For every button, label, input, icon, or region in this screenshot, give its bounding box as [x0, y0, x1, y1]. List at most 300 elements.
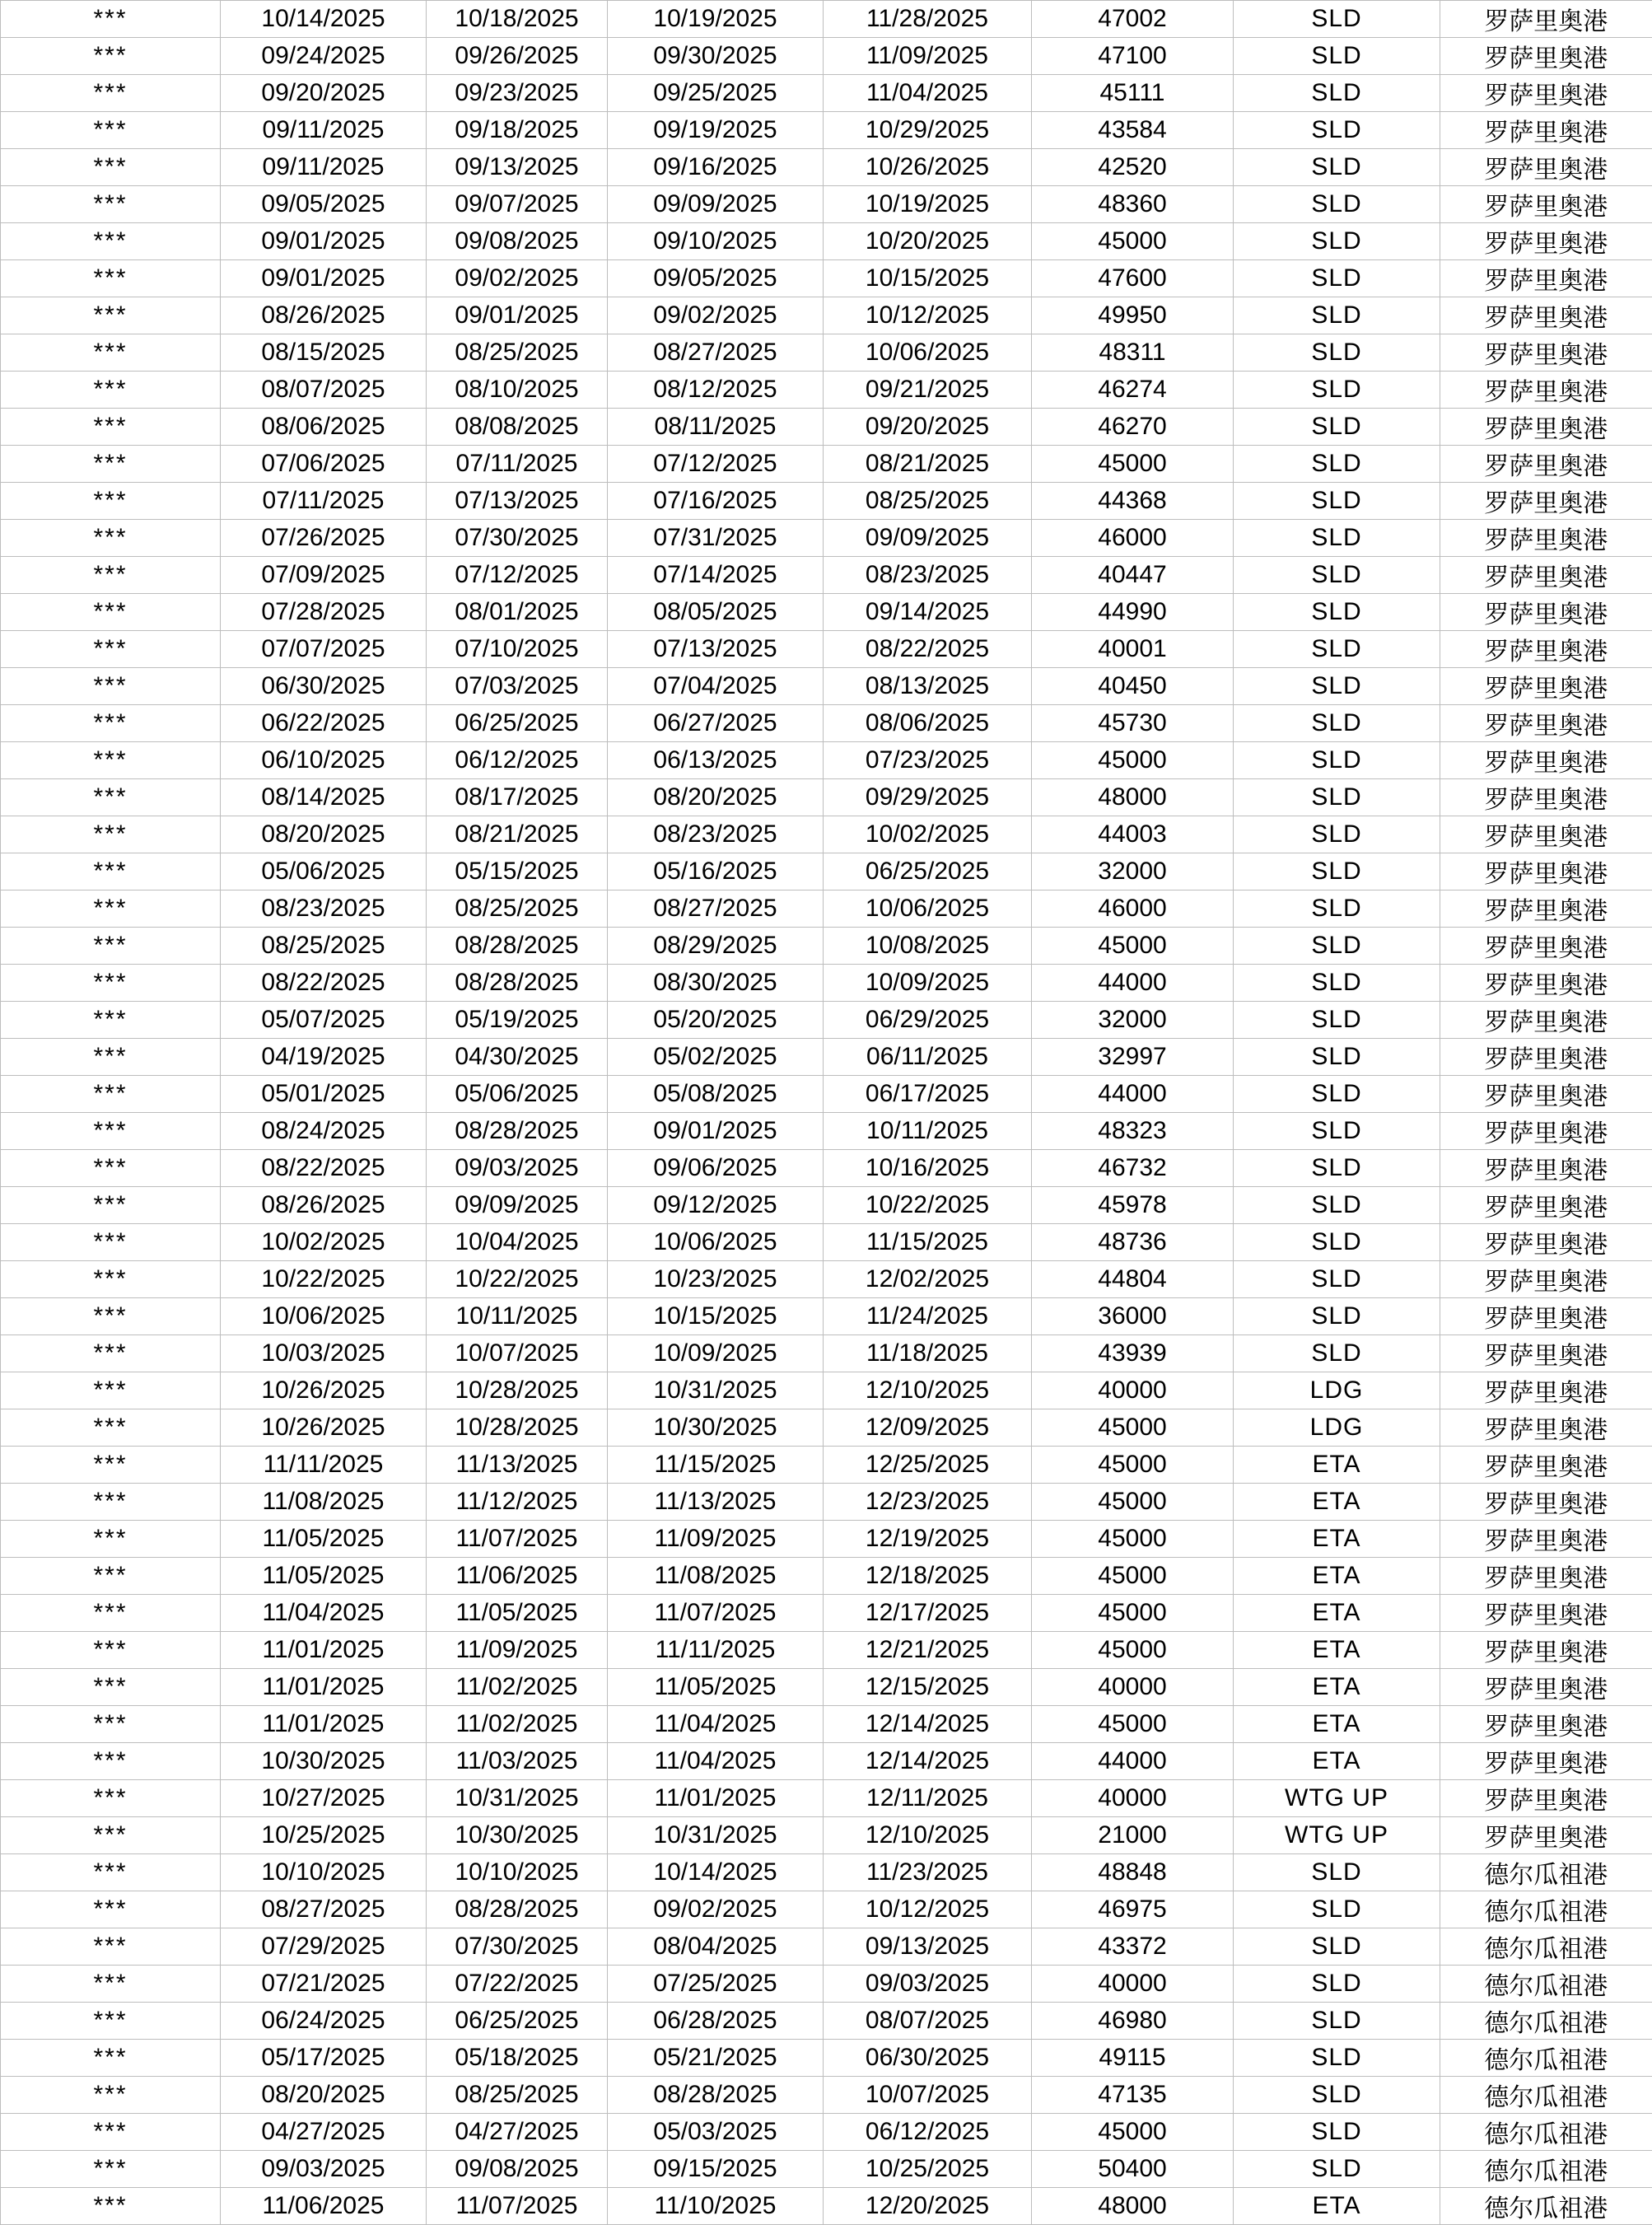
cell-date-2[interactable]: 10/28/2025: [427, 1372, 608, 1409]
cell-date-3[interactable]: 11/07/2025: [608, 1595, 824, 1632]
cell-date-3[interactable]: 10/30/2025: [608, 1409, 824, 1447]
cell-status[interactable]: SLD: [1234, 890, 1440, 928]
cell-date-4[interactable]: 08/07/2025: [824, 2003, 1032, 2040]
cell-date-1[interactable]: 06/30/2025: [221, 668, 427, 705]
cell-date-4[interactable]: 06/25/2025: [824, 853, 1032, 890]
cell-date-4[interactable]: 12/19/2025: [824, 1521, 1032, 1558]
cell-date-4[interactable]: 10/08/2025: [824, 928, 1032, 965]
cell-quantity[interactable]: 47600: [1032, 260, 1234, 297]
cell-date-1[interactable]: 09/24/2025: [221, 38, 427, 75]
cell-date-2[interactable]: 10/30/2025: [427, 1817, 608, 1854]
cell-date-3[interactable]: 09/06/2025: [608, 1150, 824, 1187]
cell-port[interactable]: 罗萨里奥港: [1440, 1558, 1652, 1595]
cell-date-3[interactable]: 08/28/2025: [608, 2077, 824, 2114]
cell-date-2[interactable]: 10/28/2025: [427, 1409, 608, 1447]
cell-quantity[interactable]: 47002: [1032, 1, 1234, 38]
cell-date-2[interactable]: 09/09/2025: [427, 1187, 608, 1224]
cell-date-1[interactable]: 05/07/2025: [221, 1002, 427, 1039]
cell-masked[interactable]: ***: [1, 2040, 221, 2077]
cell-port[interactable]: 德尔瓜祖港: [1440, 2151, 1652, 2188]
cell-masked[interactable]: ***: [1, 1, 221, 38]
cell-masked[interactable]: ***: [1, 409, 221, 446]
cell-date-1[interactable]: 07/21/2025: [221, 1966, 427, 2003]
cell-date-2[interactable]: 11/06/2025: [427, 1558, 608, 1595]
cell-date-2[interactable]: 07/30/2025: [427, 520, 608, 557]
cell-date-3[interactable]: 11/01/2025: [608, 1780, 824, 1817]
cell-quantity[interactable]: 40000: [1032, 1780, 1234, 1817]
cell-quantity[interactable]: 44804: [1032, 1261, 1234, 1298]
cell-date-1[interactable]: 07/29/2025: [221, 1928, 427, 1966]
cell-masked[interactable]: ***: [1, 1484, 221, 1521]
cell-masked[interactable]: ***: [1, 1372, 221, 1409]
cell-status[interactable]: SLD: [1234, 1891, 1440, 1928]
cell-port[interactable]: 德尔瓜祖港: [1440, 2077, 1652, 2114]
cell-status[interactable]: SLD: [1234, 1076, 1440, 1113]
cell-port[interactable]: 罗萨里奥港: [1440, 38, 1652, 75]
cell-date-1[interactable]: 11/04/2025: [221, 1595, 427, 1632]
cell-masked[interactable]: ***: [1, 779, 221, 816]
cell-masked[interactable]: ***: [1, 557, 221, 594]
cell-date-2[interactable]: 08/25/2025: [427, 2077, 608, 2114]
cell-status[interactable]: ETA: [1234, 1669, 1440, 1706]
cell-date-4[interactable]: 06/30/2025: [824, 2040, 1032, 2077]
cell-date-2[interactable]: 05/06/2025: [427, 1076, 608, 1113]
cell-quantity[interactable]: 40450: [1032, 668, 1234, 705]
cell-masked[interactable]: ***: [1, 2003, 221, 2040]
cell-status[interactable]: SLD: [1234, 1854, 1440, 1891]
cell-date-3[interactable]: 09/02/2025: [608, 1891, 824, 1928]
cell-masked[interactable]: ***: [1, 1854, 221, 1891]
cell-date-1[interactable]: 08/20/2025: [221, 2077, 427, 2114]
cell-port[interactable]: 罗萨里奥港: [1440, 668, 1652, 705]
cell-port[interactable]: 罗萨里奥港: [1440, 816, 1652, 853]
cell-status[interactable]: SLD: [1234, 2040, 1440, 2077]
cell-status[interactable]: SLD: [1234, 594, 1440, 631]
cell-quantity[interactable]: 40000: [1032, 1669, 1234, 1706]
cell-quantity[interactable]: 43372: [1032, 1928, 1234, 1966]
cell-quantity[interactable]: 48323: [1032, 1113, 1234, 1150]
cell-quantity[interactable]: 44990: [1032, 594, 1234, 631]
cell-masked[interactable]: ***: [1, 1632, 221, 1669]
cell-quantity[interactable]: 50400: [1032, 2151, 1234, 2188]
cell-masked[interactable]: ***: [1, 816, 221, 853]
cell-date-3[interactable]: 11/10/2025: [608, 2188, 824, 2225]
cell-date-4[interactable]: 10/15/2025: [824, 260, 1032, 297]
cell-date-2[interactable]: 10/11/2025: [427, 1298, 608, 1335]
cell-date-3[interactable]: 09/25/2025: [608, 75, 824, 112]
cell-status[interactable]: SLD: [1234, 1150, 1440, 1187]
cell-date-2[interactable]: 08/08/2025: [427, 409, 608, 446]
cell-date-3[interactable]: 05/08/2025: [608, 1076, 824, 1113]
cell-date-1[interactable]: 10/25/2025: [221, 1817, 427, 1854]
cell-port[interactable]: 罗萨里奥港: [1440, 409, 1652, 446]
cell-status[interactable]: ETA: [1234, 1447, 1440, 1484]
cell-status[interactable]: SLD: [1234, 186, 1440, 223]
cell-port[interactable]: 罗萨里奥港: [1440, 742, 1652, 779]
cell-date-2[interactable]: 08/28/2025: [427, 1113, 608, 1150]
cell-date-4[interactable]: 12/09/2025: [824, 1409, 1032, 1447]
cell-port[interactable]: 罗萨里奥港: [1440, 1447, 1652, 1484]
cell-date-2[interactable]: 11/07/2025: [427, 2188, 608, 2225]
cell-port[interactable]: 罗萨里奥港: [1440, 1409, 1652, 1447]
cell-status[interactable]: SLD: [1234, 1298, 1440, 1335]
cell-masked[interactable]: ***: [1, 1298, 221, 1335]
cell-masked[interactable]: ***: [1, 928, 221, 965]
cell-port[interactable]: 德尔瓜祖港: [1440, 1966, 1652, 2003]
cell-port[interactable]: 德尔瓜祖港: [1440, 1891, 1652, 1928]
cell-date-4[interactable]: 11/09/2025: [824, 38, 1032, 75]
cell-date-1[interactable]: 10/26/2025: [221, 1409, 427, 1447]
cell-status[interactable]: SLD: [1234, 557, 1440, 594]
cell-port[interactable]: 罗萨里奥港: [1440, 1076, 1652, 1113]
cell-port[interactable]: 罗萨里奥港: [1440, 705, 1652, 742]
cell-date-3[interactable]: 06/28/2025: [608, 2003, 824, 2040]
cell-date-4[interactable]: 12/10/2025: [824, 1372, 1032, 1409]
cell-quantity[interactable]: 49115: [1032, 2040, 1234, 2077]
cell-masked[interactable]: ***: [1, 742, 221, 779]
cell-date-2[interactable]: 10/07/2025: [427, 1335, 608, 1372]
cell-date-4[interactable]: 10/16/2025: [824, 1150, 1032, 1187]
cell-date-4[interactable]: 10/12/2025: [824, 297, 1032, 334]
cell-port[interactable]: 罗萨里奥港: [1440, 853, 1652, 890]
cell-date-4[interactable]: 10/19/2025: [824, 186, 1032, 223]
cell-quantity[interactable]: 44000: [1032, 1743, 1234, 1780]
cell-date-1[interactable]: 07/11/2025: [221, 483, 427, 520]
cell-masked[interactable]: ***: [1, 1447, 221, 1484]
cell-date-2[interactable]: 09/07/2025: [427, 186, 608, 223]
cell-date-4[interactable]: 12/15/2025: [824, 1669, 1032, 1706]
cell-date-1[interactable]: 04/19/2025: [221, 1039, 427, 1076]
cell-date-4[interactable]: 06/29/2025: [824, 1002, 1032, 1039]
cell-status[interactable]: SLD: [1234, 853, 1440, 890]
cell-date-2[interactable]: 10/10/2025: [427, 1854, 608, 1891]
cell-date-3[interactable]: 07/12/2025: [608, 446, 824, 483]
cell-date-2[interactable]: 10/18/2025: [427, 1, 608, 38]
cell-masked[interactable]: ***: [1, 1780, 221, 1817]
cell-date-3[interactable]: 05/21/2025: [608, 2040, 824, 2077]
cell-status[interactable]: SLD: [1234, 2114, 1440, 2151]
cell-date-2[interactable]: 07/30/2025: [427, 1928, 608, 1966]
cell-date-4[interactable]: 11/04/2025: [824, 75, 1032, 112]
cell-masked[interactable]: ***: [1, 334, 221, 372]
cell-date-4[interactable]: 11/28/2025: [824, 1, 1032, 38]
cell-masked[interactable]: ***: [1, 260, 221, 297]
cell-port[interactable]: 罗萨里奥港: [1440, 1, 1652, 38]
cell-date-4[interactable]: 07/23/2025: [824, 742, 1032, 779]
cell-date-3[interactable]: 09/09/2025: [608, 186, 824, 223]
cell-quantity[interactable]: 45000: [1032, 1632, 1234, 1669]
cell-port[interactable]: 罗萨里奥港: [1440, 1521, 1652, 1558]
cell-status[interactable]: ETA: [1234, 1706, 1440, 1743]
cell-quantity[interactable]: 48000: [1032, 2188, 1234, 2225]
cell-status[interactable]: SLD: [1234, 705, 1440, 742]
cell-port[interactable]: 罗萨里奥港: [1440, 446, 1652, 483]
cell-date-1[interactable]: 10/03/2025: [221, 1335, 427, 1372]
cell-date-2[interactable]: 09/23/2025: [427, 75, 608, 112]
cell-date-1[interactable]: 09/05/2025: [221, 186, 427, 223]
cell-date-1[interactable]: 07/07/2025: [221, 631, 427, 668]
cell-date-3[interactable]: 11/15/2025: [608, 1447, 824, 1484]
cell-date-4[interactable]: 12/20/2025: [824, 2188, 1032, 2225]
cell-port[interactable]: 罗萨里奥港: [1440, 1484, 1652, 1521]
cell-date-2[interactable]: 09/26/2025: [427, 38, 608, 75]
cell-date-3[interactable]: 09/19/2025: [608, 112, 824, 149]
cell-quantity[interactable]: 40000: [1032, 1966, 1234, 2003]
cell-masked[interactable]: ***: [1, 1076, 221, 1113]
cell-status[interactable]: LDG: [1234, 1409, 1440, 1447]
cell-quantity[interactable]: 45000: [1032, 1595, 1234, 1632]
cell-date-1[interactable]: 08/14/2025: [221, 779, 427, 816]
cell-port[interactable]: 罗萨里奥港: [1440, 1002, 1652, 1039]
cell-masked[interactable]: ***: [1, 75, 221, 112]
cell-date-2[interactable]: 04/27/2025: [427, 2114, 608, 2151]
cell-date-3[interactable]: 07/14/2025: [608, 557, 824, 594]
cell-date-3[interactable]: 10/06/2025: [608, 1224, 824, 1261]
cell-date-3[interactable]: 08/12/2025: [608, 372, 824, 409]
cell-date-4[interactable]: 10/12/2025: [824, 1891, 1032, 1928]
cell-quantity[interactable]: 48848: [1032, 1854, 1234, 1891]
cell-date-1[interactable]: 08/26/2025: [221, 297, 427, 334]
cell-quantity[interactable]: 45000: [1032, 2114, 1234, 2151]
cell-port[interactable]: 罗萨里奥港: [1440, 149, 1652, 186]
cell-masked[interactable]: ***: [1, 1224, 221, 1261]
cell-date-4[interactable]: 11/24/2025: [824, 1298, 1032, 1335]
cell-date-3[interactable]: 07/31/2025: [608, 520, 824, 557]
cell-date-4[interactable]: 09/13/2025: [824, 1928, 1032, 1966]
cell-masked[interactable]: ***: [1, 631, 221, 668]
cell-date-3[interactable]: 10/15/2025: [608, 1298, 824, 1335]
cell-date-2[interactable]: 08/28/2025: [427, 965, 608, 1002]
cell-masked[interactable]: ***: [1, 1928, 221, 1966]
cell-date-4[interactable]: 11/15/2025: [824, 1224, 1032, 1261]
cell-masked[interactable]: ***: [1, 1558, 221, 1595]
cell-date-4[interactable]: 10/07/2025: [824, 2077, 1032, 2114]
cell-date-4[interactable]: 10/02/2025: [824, 816, 1032, 853]
cell-masked[interactable]: ***: [1, 2077, 221, 2114]
cell-quantity[interactable]: 44000: [1032, 965, 1234, 1002]
cell-date-1[interactable]: 10/27/2025: [221, 1780, 427, 1817]
cell-date-1[interactable]: 05/17/2025: [221, 2040, 427, 2077]
cell-port[interactable]: 罗萨里奥港: [1440, 1335, 1652, 1372]
cell-date-3[interactable]: 07/25/2025: [608, 1966, 824, 2003]
cell-date-3[interactable]: 10/31/2025: [608, 1372, 824, 1409]
cell-date-3[interactable]: 05/03/2025: [608, 2114, 824, 2151]
cell-status[interactable]: SLD: [1234, 38, 1440, 75]
cell-date-1[interactable]: 08/25/2025: [221, 928, 427, 965]
cell-date-3[interactable]: 08/05/2025: [608, 594, 824, 631]
cell-port[interactable]: 罗萨里奥港: [1440, 1039, 1652, 1076]
cell-quantity[interactable]: 46000: [1032, 890, 1234, 928]
cell-date-4[interactable]: 08/25/2025: [824, 483, 1032, 520]
cell-date-2[interactable]: 07/10/2025: [427, 631, 608, 668]
cell-status[interactable]: SLD: [1234, 334, 1440, 372]
cell-date-3[interactable]: 09/01/2025: [608, 1113, 824, 1150]
cell-date-2[interactable]: 09/02/2025: [427, 260, 608, 297]
cell-date-3[interactable]: 05/20/2025: [608, 1002, 824, 1039]
cell-date-1[interactable]: 08/07/2025: [221, 372, 427, 409]
cell-port[interactable]: 罗萨里奥港: [1440, 1817, 1652, 1854]
cell-port[interactable]: 罗萨里奥港: [1440, 297, 1652, 334]
cell-date-4[interactable]: 12/14/2025: [824, 1743, 1032, 1780]
cell-quantity[interactable]: 45730: [1032, 705, 1234, 742]
cell-quantity[interactable]: 45000: [1032, 446, 1234, 483]
cell-date-3[interactable]: 08/23/2025: [608, 816, 824, 853]
cell-status[interactable]: ETA: [1234, 1743, 1440, 1780]
cell-status[interactable]: SLD: [1234, 112, 1440, 149]
cell-port[interactable]: 罗萨里奥港: [1440, 186, 1652, 223]
cell-status[interactable]: SLD: [1234, 779, 1440, 816]
cell-port[interactable]: 罗萨里奥港: [1440, 1187, 1652, 1224]
cell-date-3[interactable]: 09/02/2025: [608, 297, 824, 334]
cell-date-3[interactable]: 06/27/2025: [608, 705, 824, 742]
cell-date-4[interactable]: 08/13/2025: [824, 668, 1032, 705]
cell-date-2[interactable]: 09/08/2025: [427, 2151, 608, 2188]
cell-date-3[interactable]: 07/04/2025: [608, 668, 824, 705]
cell-date-1[interactable]: 11/11/2025: [221, 1447, 427, 1484]
cell-quantity[interactable]: 45000: [1032, 1521, 1234, 1558]
cell-status[interactable]: SLD: [1234, 446, 1440, 483]
cell-masked[interactable]: ***: [1, 372, 221, 409]
cell-date-2[interactable]: 10/31/2025: [427, 1780, 608, 1817]
cell-date-1[interactable]: 10/22/2025: [221, 1261, 427, 1298]
cell-port[interactable]: 罗萨里奥港: [1440, 1706, 1652, 1743]
cell-quantity[interactable]: 44368: [1032, 483, 1234, 520]
cell-status[interactable]: LDG: [1234, 1372, 1440, 1409]
cell-masked[interactable]: ***: [1, 520, 221, 557]
cell-date-1[interactable]: 11/01/2025: [221, 1669, 427, 1706]
cell-date-4[interactable]: 10/09/2025: [824, 965, 1032, 1002]
cell-quantity[interactable]: 44000: [1032, 1076, 1234, 1113]
cell-port[interactable]: 罗萨里奥港: [1440, 372, 1652, 409]
cell-quantity[interactable]: 47100: [1032, 38, 1234, 75]
cell-port[interactable]: 罗萨里奥港: [1440, 631, 1652, 668]
cell-status[interactable]: SLD: [1234, 1, 1440, 38]
cell-quantity[interactable]: 46274: [1032, 372, 1234, 409]
cell-date-4[interactable]: 12/21/2025: [824, 1632, 1032, 1669]
cell-date-3[interactable]: 10/19/2025: [608, 1, 824, 38]
cell-quantity[interactable]: 40000: [1032, 1372, 1234, 1409]
cell-quantity[interactable]: 45000: [1032, 1706, 1234, 1743]
cell-port[interactable]: 罗萨里奥港: [1440, 594, 1652, 631]
cell-date-3[interactable]: 08/20/2025: [608, 779, 824, 816]
cell-port[interactable]: 德尔瓜祖港: [1440, 2114, 1652, 2151]
cell-date-3[interactable]: 11/11/2025: [608, 1632, 824, 1669]
cell-status[interactable]: SLD: [1234, 631, 1440, 668]
cell-date-4[interactable]: 08/06/2025: [824, 705, 1032, 742]
cell-date-1[interactable]: 09/11/2025: [221, 112, 427, 149]
cell-port[interactable]: 罗萨里奥港: [1440, 1595, 1652, 1632]
cell-date-2[interactable]: 09/03/2025: [427, 1150, 608, 1187]
cell-date-1[interactable]: 05/01/2025: [221, 1076, 427, 1113]
cell-date-1[interactable]: 10/30/2025: [221, 1743, 427, 1780]
cell-status[interactable]: ETA: [1234, 1521, 1440, 1558]
cell-date-2[interactable]: 11/03/2025: [427, 1743, 608, 1780]
cell-port[interactable]: 罗萨里奥港: [1440, 1298, 1652, 1335]
cell-date-3[interactable]: 11/04/2025: [608, 1706, 824, 1743]
cell-status[interactable]: SLD: [1234, 483, 1440, 520]
cell-date-2[interactable]: 11/02/2025: [427, 1669, 608, 1706]
cell-status[interactable]: SLD: [1234, 742, 1440, 779]
cell-date-1[interactable]: 08/26/2025: [221, 1187, 427, 1224]
cell-date-3[interactable]: 11/13/2025: [608, 1484, 824, 1521]
cell-date-1[interactable]: 08/22/2025: [221, 1150, 427, 1187]
cell-date-3[interactable]: 05/16/2025: [608, 853, 824, 890]
cell-quantity[interactable]: 45111: [1032, 75, 1234, 112]
cell-quantity[interactable]: 45978: [1032, 1187, 1234, 1224]
cell-date-4[interactable]: 12/02/2025: [824, 1261, 1032, 1298]
cell-date-3[interactable]: 11/04/2025: [608, 1743, 824, 1780]
cell-date-3[interactable]: 09/16/2025: [608, 149, 824, 186]
cell-date-3[interactable]: 10/31/2025: [608, 1817, 824, 1854]
cell-quantity[interactable]: 47135: [1032, 2077, 1234, 2114]
cell-status[interactable]: SLD: [1234, 1039, 1440, 1076]
cell-quantity[interactable]: 40447: [1032, 557, 1234, 594]
cell-date-4[interactable]: 12/14/2025: [824, 1706, 1032, 1743]
cell-masked[interactable]: ***: [1, 297, 221, 334]
cell-date-1[interactable]: 09/01/2025: [221, 223, 427, 260]
cell-masked[interactable]: ***: [1, 1817, 221, 1854]
cell-date-3[interactable]: 08/27/2025: [608, 890, 824, 928]
cell-date-2[interactable]: 11/12/2025: [427, 1484, 608, 1521]
cell-quantity[interactable]: 45000: [1032, 1447, 1234, 1484]
cell-date-4[interactable]: 09/21/2025: [824, 372, 1032, 409]
cell-quantity[interactable]: 46270: [1032, 409, 1234, 446]
cell-masked[interactable]: ***: [1, 1595, 221, 1632]
cell-port[interactable]: 罗萨里奥港: [1440, 1261, 1652, 1298]
cell-date-1[interactable]: 10/14/2025: [221, 1, 427, 38]
cell-date-1[interactable]: 05/06/2025: [221, 853, 427, 890]
cell-date-2[interactable]: 11/02/2025: [427, 1706, 608, 1743]
cell-date-2[interactable]: 07/22/2025: [427, 1966, 608, 2003]
cell-date-2[interactable]: 09/08/2025: [427, 223, 608, 260]
cell-date-2[interactable]: 08/28/2025: [427, 928, 608, 965]
cell-date-3[interactable]: 08/04/2025: [608, 1928, 824, 1966]
cell-date-1[interactable]: 10/06/2025: [221, 1298, 427, 1335]
cell-masked[interactable]: ***: [1, 112, 221, 149]
cell-date-3[interactable]: 05/02/2025: [608, 1039, 824, 1076]
cell-date-4[interactable]: 09/20/2025: [824, 409, 1032, 446]
cell-quantity[interactable]: 46732: [1032, 1150, 1234, 1187]
cell-masked[interactable]: ***: [1, 38, 221, 75]
cell-date-1[interactable]: 08/15/2025: [221, 334, 427, 372]
cell-date-2[interactable]: 08/01/2025: [427, 594, 608, 631]
cell-date-3[interactable]: 09/30/2025: [608, 38, 824, 75]
cell-masked[interactable]: ***: [1, 1150, 221, 1187]
cell-status[interactable]: SLD: [1234, 372, 1440, 409]
cell-status[interactable]: ETA: [1234, 1558, 1440, 1595]
cell-date-2[interactable]: 11/05/2025: [427, 1595, 608, 1632]
cell-status[interactable]: SLD: [1234, 1002, 1440, 1039]
cell-quantity[interactable]: 45000: [1032, 928, 1234, 965]
cell-status[interactable]: SLD: [1234, 149, 1440, 186]
cell-date-3[interactable]: 10/09/2025: [608, 1335, 824, 1372]
cell-status[interactable]: SLD: [1234, 1261, 1440, 1298]
cell-quantity[interactable]: 48736: [1032, 1224, 1234, 1261]
cell-date-2[interactable]: 07/11/2025: [427, 446, 608, 483]
cell-port[interactable]: 罗萨里奥港: [1440, 1632, 1652, 1669]
cell-date-2[interactable]: 04/30/2025: [427, 1039, 608, 1076]
cell-date-2[interactable]: 09/13/2025: [427, 149, 608, 186]
cell-port[interactable]: 罗萨里奥港: [1440, 223, 1652, 260]
cell-date-1[interactable]: 10/10/2025: [221, 1854, 427, 1891]
cell-status[interactable]: SLD: [1234, 75, 1440, 112]
cell-status[interactable]: SLD: [1234, 2077, 1440, 2114]
cell-date-3[interactable]: 11/05/2025: [608, 1669, 824, 1706]
cell-date-1[interactable]: 09/11/2025: [221, 149, 427, 186]
cell-quantity[interactable]: 44003: [1032, 816, 1234, 853]
cell-quantity[interactable]: 45000: [1032, 223, 1234, 260]
cell-port[interactable]: 德尔瓜祖港: [1440, 1928, 1652, 1966]
